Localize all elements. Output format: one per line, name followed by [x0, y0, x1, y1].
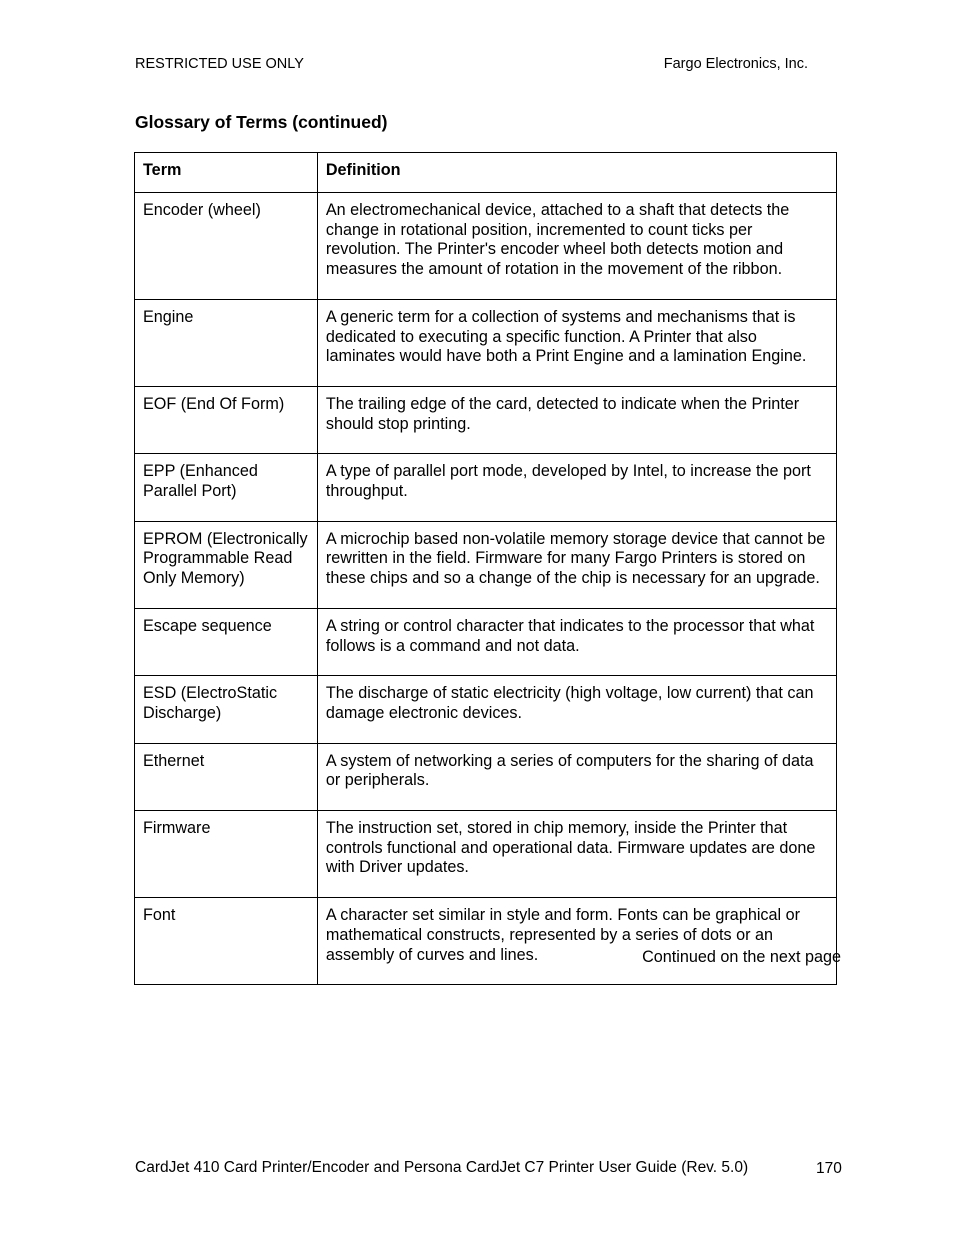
table-row [135, 811, 837, 898]
glossary-table [134, 152, 837, 985]
table-row [135, 193, 837, 300]
column-header-definition: Definition [317, 153, 836, 193]
table-row [135, 898, 837, 985]
definition-cell: A character set similar in style and form. Fonts can be graphical or mathematical constructs, represented by a series of dots or an assembly of curves and lines. [317, 898, 836, 985]
table-row [135, 743, 837, 810]
term-cell: ESD (ElectroStatic Discharge) [135, 676, 318, 743]
table-row [135, 299, 837, 386]
header-company-name: Fargo Electronics, Inc. [663, 56, 808, 72]
definition-cell: A generic term for a collection of systems and mechanisms that is dedicated to executing a specific function. A Printer that also laminates would have both a Print Engine and a lamination Engine. [317, 299, 836, 386]
table-row [135, 676, 837, 743]
definition-cell: A system of networking a series of computers for the sharing of data or peripherals. [317, 743, 836, 810]
definition-cell: An electromechanical device, attached to a shaft that detects the change in rotational position, incremented to count ticks per revolution. The Printer's encoder wheel both detects motion and measures the amount of rotation in the movement of the ribbon. [317, 193, 836, 300]
term-cell: EPROM (Electronically Programmable Read Only Memory) [135, 521, 318, 608]
column-header-term: Term [135, 153, 318, 193]
term-cell: Font [135, 898, 318, 985]
table-row [135, 386, 837, 453]
term-cell: Escape sequence [135, 608, 318, 675]
term-cell: Ethernet [135, 743, 318, 810]
term-cell: Engine [135, 299, 318, 386]
footer-guide-title: CardJet 410 Card Printer/Encoder and Persona CardJet C7 Printer User Guide (Rev. 5.0) [135, 1159, 749, 1176]
term-cell: EOF (End Of Form) [135, 386, 318, 453]
table-header-row [135, 153, 837, 193]
table-row [135, 454, 837, 521]
header-restricted-notice: RESTRICTED USE ONLY [135, 56, 304, 72]
term-cell: Firmware [135, 811, 318, 898]
footer-page-number: 170 [816, 1160, 842, 1177]
definition-cell: A type of parallel port mode, developed by Intel, to increase the port throughput. [317, 454, 836, 521]
definition-cell: The discharge of static electricity (high voltage, low current) that can damage electronic devices. [317, 676, 836, 743]
term-cell: EPP (Enhanced Parallel Port) [135, 454, 318, 521]
definition-cell: The instruction set, stored in chip memory, inside the Printer that controls functional and operational data. Firmware updates are done with Driver updates. [317, 811, 836, 898]
definition-cell: A string or control character that indicates to the processor that what follows is a command and not data. [317, 608, 836, 675]
table-row [135, 608, 837, 675]
term-cell: Encoder (wheel) [135, 193, 318, 300]
table-row [135, 521, 837, 608]
section-title: Glossary of Terms (continued) [135, 112, 388, 132]
definition-cell: A microchip based non-volatile memory storage device that cannot be rewritten in the field. Firmware for many Fargo Printers is stored on these chips and so a change of the chip is necessary for an upgrade. [317, 521, 836, 608]
definition-cell: The trailing edge of the card, detected to indicate when the Printer should stop printing. [317, 386, 836, 453]
continued-note: Continued on the next page [642, 948, 841, 966]
